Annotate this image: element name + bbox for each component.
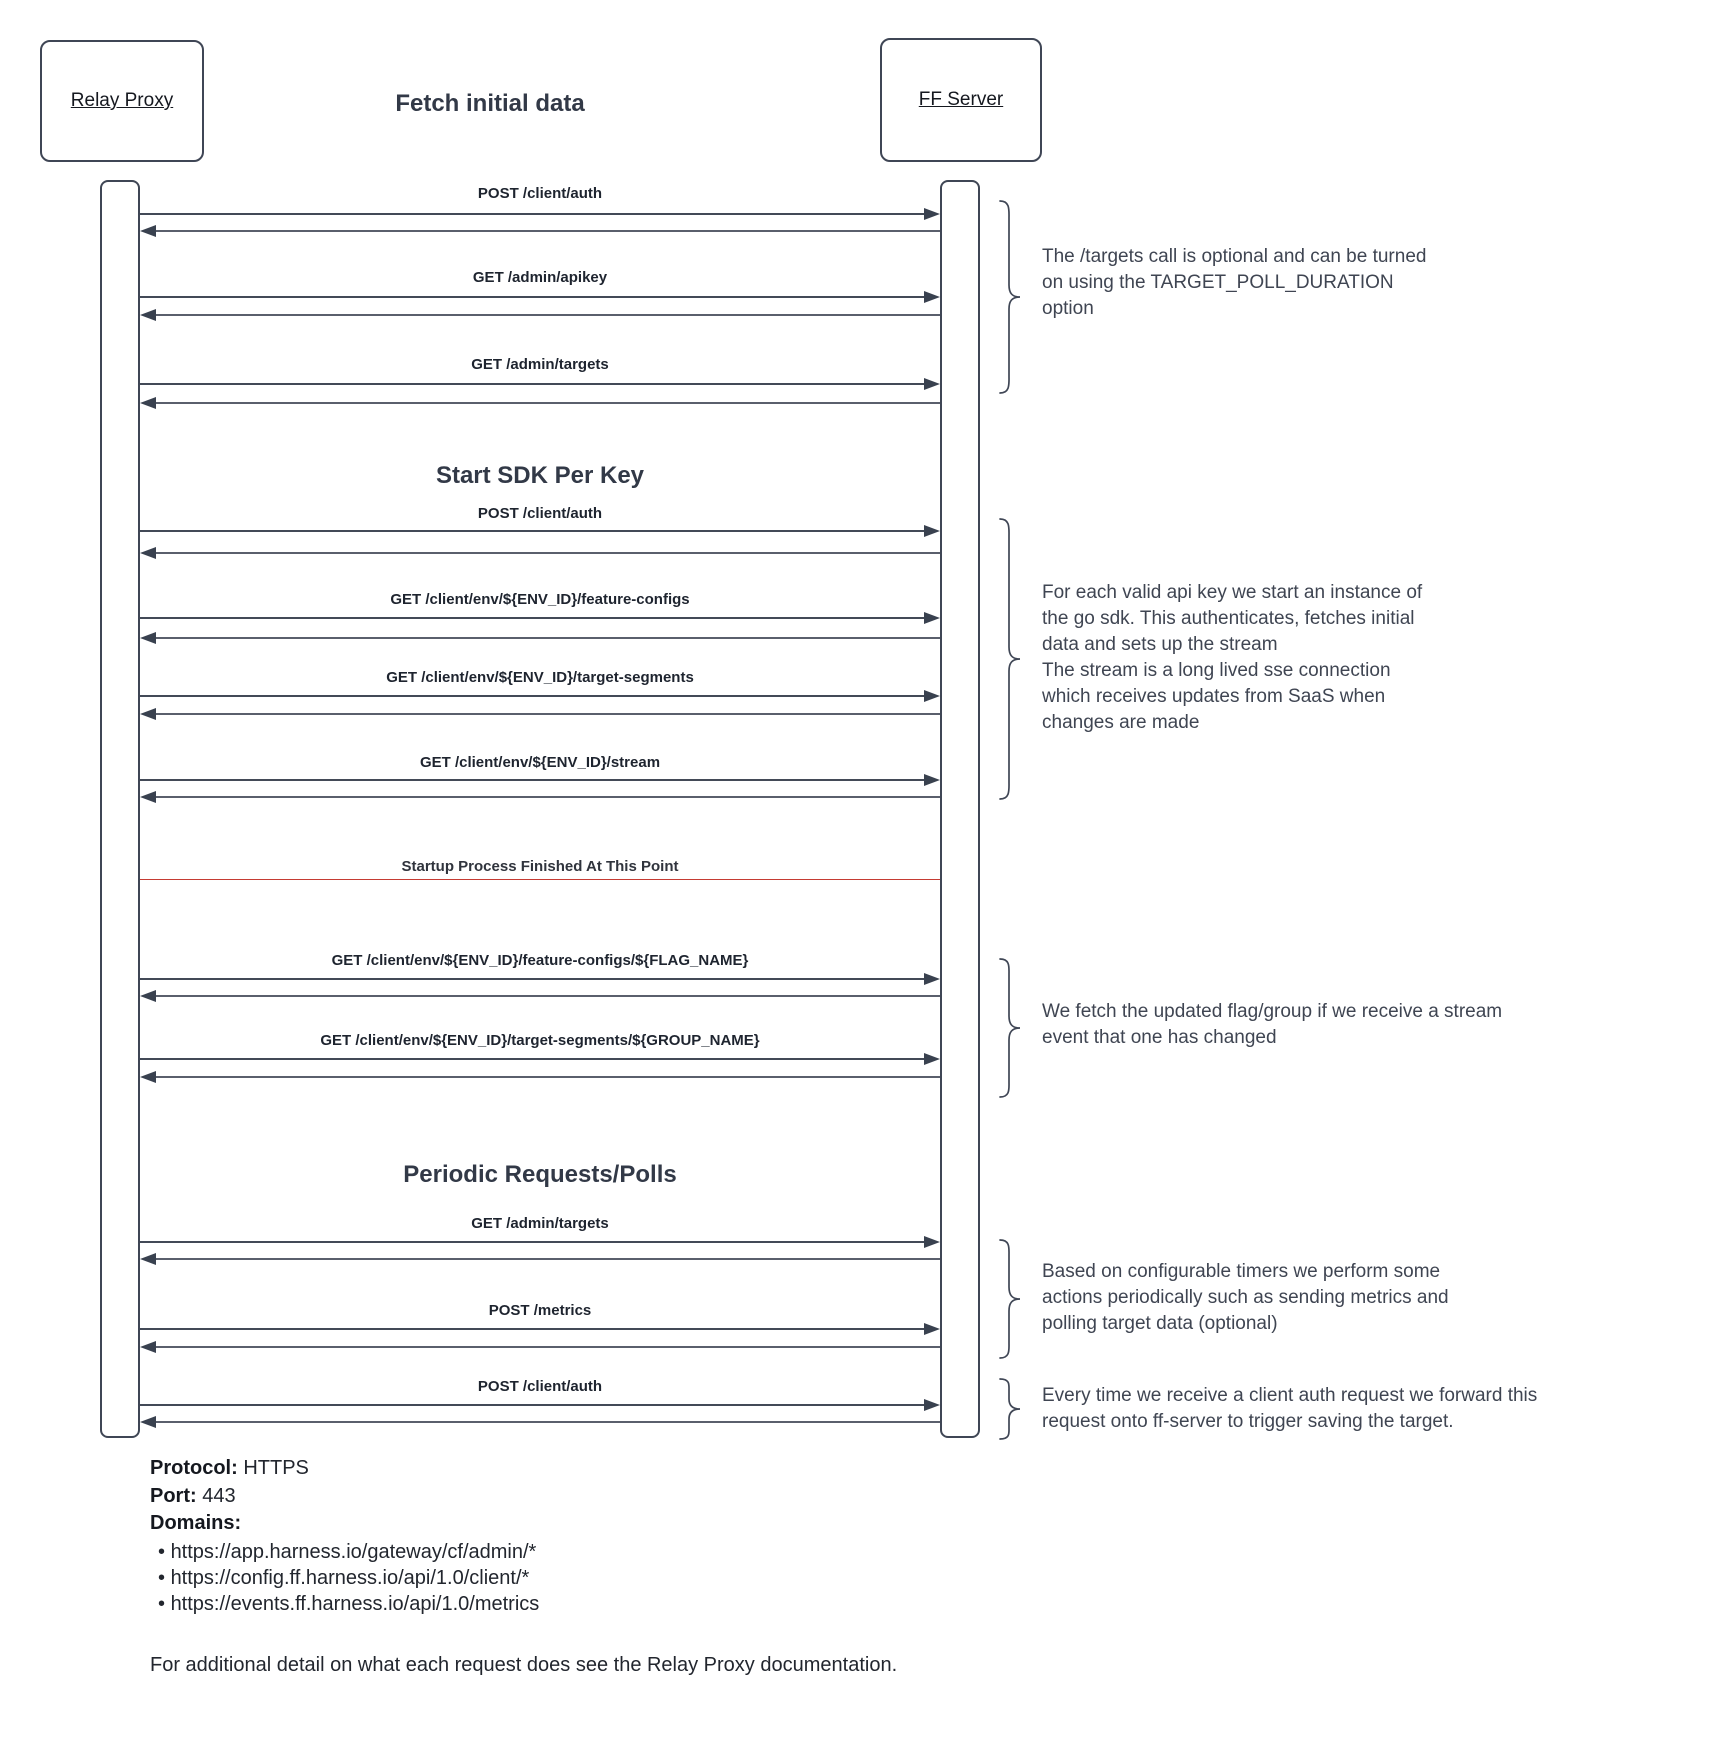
request-arrowhead-icon — [924, 1053, 940, 1065]
message-label: GET /client/env/${ENV_ID}/target-segments — [386, 669, 694, 686]
actor-ff-server-label: FF Server — [918, 89, 1004, 110]
request-arrowhead-icon — [924, 525, 940, 537]
response-arrowhead-icon — [140, 1416, 156, 1428]
message-label: GET /client/env/${ENV_ID}/feature-configs — [390, 591, 690, 608]
response-line — [156, 552, 940, 554]
request-arrowhead-icon — [924, 378, 940, 390]
footer-domains-heading — [150, 1512, 241, 1535]
message-label: GET /admin/targets — [471, 356, 609, 373]
annotation-line: which receives updates from SaaS when — [1042, 686, 1386, 707]
response-arrowhead-icon — [140, 309, 156, 321]
response-arrowhead-icon — [140, 1341, 156, 1353]
annotation-client-auth-forward — [1042, 1383, 1682, 1435]
relay-proxy-activation-bar — [100, 180, 140, 1438]
annotation-line: The /targets call is optional and can be turned — [1042, 246, 1427, 267]
message-label: POST /client/auth — [477, 505, 603, 522]
response-arrowhead-icon — [140, 397, 156, 409]
annotation-line: For each valid api key we start an instance of — [1042, 582, 1423, 603]
request-arrowhead-icon — [924, 1236, 940, 1248]
response-line — [156, 796, 940, 798]
response-line — [156, 402, 940, 404]
footer-domain-item: • https://events.ff.harness.io/api/1.0/metrics — [150, 1591, 539, 1617]
request-line — [140, 296, 924, 298]
message-label: POST /client/auth — [477, 1378, 603, 1395]
footer-domain-item: • https://config.ff.harness.io/api/1.0/client/* — [150, 1565, 539, 1591]
request-line — [140, 1241, 924, 1243]
response-line — [156, 1421, 940, 1423]
brace-icon — [996, 958, 1024, 1098]
response-line — [156, 995, 940, 997]
request-arrowhead-icon — [924, 291, 940, 303]
annotation-stream-event-fetch — [1042, 999, 1682, 1051]
request-line — [140, 383, 924, 385]
response-line — [156, 230, 940, 232]
annotation-line: Based on configurable timers we perform some — [1042, 1261, 1441, 1282]
annotation-line: actions periodically such as sending metrics and — [1042, 1287, 1449, 1308]
annotation-sdk-instance — [1042, 580, 1682, 736]
annotation-configurable-timers — [1042, 1259, 1682, 1337]
milestone-line — [140, 879, 940, 880]
request-line — [140, 617, 924, 619]
request-arrowhead-icon — [924, 973, 940, 985]
section-title-fetch-initial-data: Fetch initial data — [395, 90, 585, 117]
annotation-line: data and sets up the stream — [1042, 634, 1278, 655]
actor-ff-server — [880, 38, 1042, 162]
annotation-line: We fetch the updated flag/group if we receive a stream — [1042, 1001, 1503, 1022]
response-line — [156, 713, 940, 715]
message-label: GET /client/env/${ENV_ID}/stream — [419, 754, 661, 771]
response-arrowhead-icon — [140, 990, 156, 1002]
request-arrowhead-icon — [924, 690, 940, 702]
request-line — [140, 1328, 924, 1330]
response-arrowhead-icon — [140, 1071, 156, 1083]
response-arrowhead-icon — [140, 225, 156, 237]
message-label: GET /client/env/${ENV_ID}/feature-configs/${FLAG_NAME} — [331, 952, 749, 969]
response-line — [156, 1346, 940, 1348]
brace-icon — [996, 518, 1024, 800]
section-title-periodic-requests: Periodic Requests/Polls — [403, 1161, 677, 1188]
milestone-label: Startup Process Finished At This Point — [401, 858, 679, 875]
request-line — [140, 978, 924, 980]
annotation-line: polling target data (optional) — [1042, 1313, 1278, 1334]
message-label: GET /admin/apikey — [472, 269, 608, 286]
footer-port — [150, 1485, 236, 1508]
response-arrowhead-icon — [140, 1253, 156, 1265]
ff-server-activation-bar — [940, 180, 980, 1438]
request-line — [140, 530, 924, 532]
annotation-line: on using the TARGET_POLL_DURATION — [1042, 272, 1394, 293]
annotation-line: the go sdk. This authenticates, fetches initial — [1042, 608, 1415, 629]
response-arrowhead-icon — [140, 632, 156, 644]
annotation-line: request onto ff-server to trigger saving the target. — [1042, 1411, 1454, 1432]
message-label: POST /metrics — [488, 1302, 592, 1319]
annotation-line: option — [1042, 298, 1094, 319]
message-label: GET /client/env/${ENV_ID}/target-segments/${GROUP_NAME} — [320, 1032, 760, 1049]
annotation-line: event that one has changed — [1042, 1027, 1277, 1048]
actor-relay-proxy — [40, 40, 204, 162]
footer-protocol — [150, 1457, 309, 1480]
annotation-line: The stream is a long lived sse connection — [1042, 660, 1391, 681]
annotation-targets-optional — [1042, 244, 1682, 322]
footer-protocol-value: HTTPS — [243, 1457, 309, 1479]
request-arrowhead-icon — [924, 1323, 940, 1335]
request-arrowhead-icon — [924, 208, 940, 220]
request-line — [140, 1404, 924, 1406]
footer-domain-list — [150, 1539, 539, 1617]
annotation-line: Every time we receive a client auth request we forward this — [1042, 1385, 1538, 1406]
brace-icon — [996, 1239, 1024, 1359]
footer-domains-label: Domains: — [150, 1512, 242, 1534]
response-line — [156, 314, 940, 316]
response-line — [156, 637, 940, 639]
footer-port-label: Port: — [150, 1485, 197, 1507]
request-line — [140, 695, 924, 697]
request-line — [140, 779, 924, 781]
response-line — [156, 1076, 940, 1078]
footer-port-value: 443 — [202, 1485, 236, 1507]
response-arrowhead-icon — [140, 547, 156, 559]
message-label: GET /admin/targets — [471, 1215, 609, 1232]
request-line — [140, 213, 924, 215]
actor-relay-proxy-label: Relay Proxy — [70, 90, 174, 111]
request-arrowhead-icon — [924, 612, 940, 624]
footer-protocol-label: Protocol: — [150, 1457, 238, 1479]
message-label: POST /client/auth — [477, 185, 603, 202]
request-line — [140, 1058, 924, 1060]
footer-domain-item: • https://app.harness.io/gateway/cf/admin/* — [150, 1539, 539, 1565]
request-arrowhead-icon — [924, 1399, 940, 1411]
annotation-line: changes are made — [1042, 712, 1200, 733]
brace-icon — [996, 1378, 1024, 1440]
footer-note: For additional detail on what each request does see the Relay Proxy documentation. — [150, 1654, 898, 1676]
request-arrowhead-icon — [924, 774, 940, 786]
section-title-start-sdk-per-key: Start SDK Per Key — [435, 462, 645, 489]
response-line — [156, 1258, 940, 1260]
brace-icon — [996, 200, 1024, 394]
response-arrowhead-icon — [140, 708, 156, 720]
response-arrowhead-icon — [140, 791, 156, 803]
